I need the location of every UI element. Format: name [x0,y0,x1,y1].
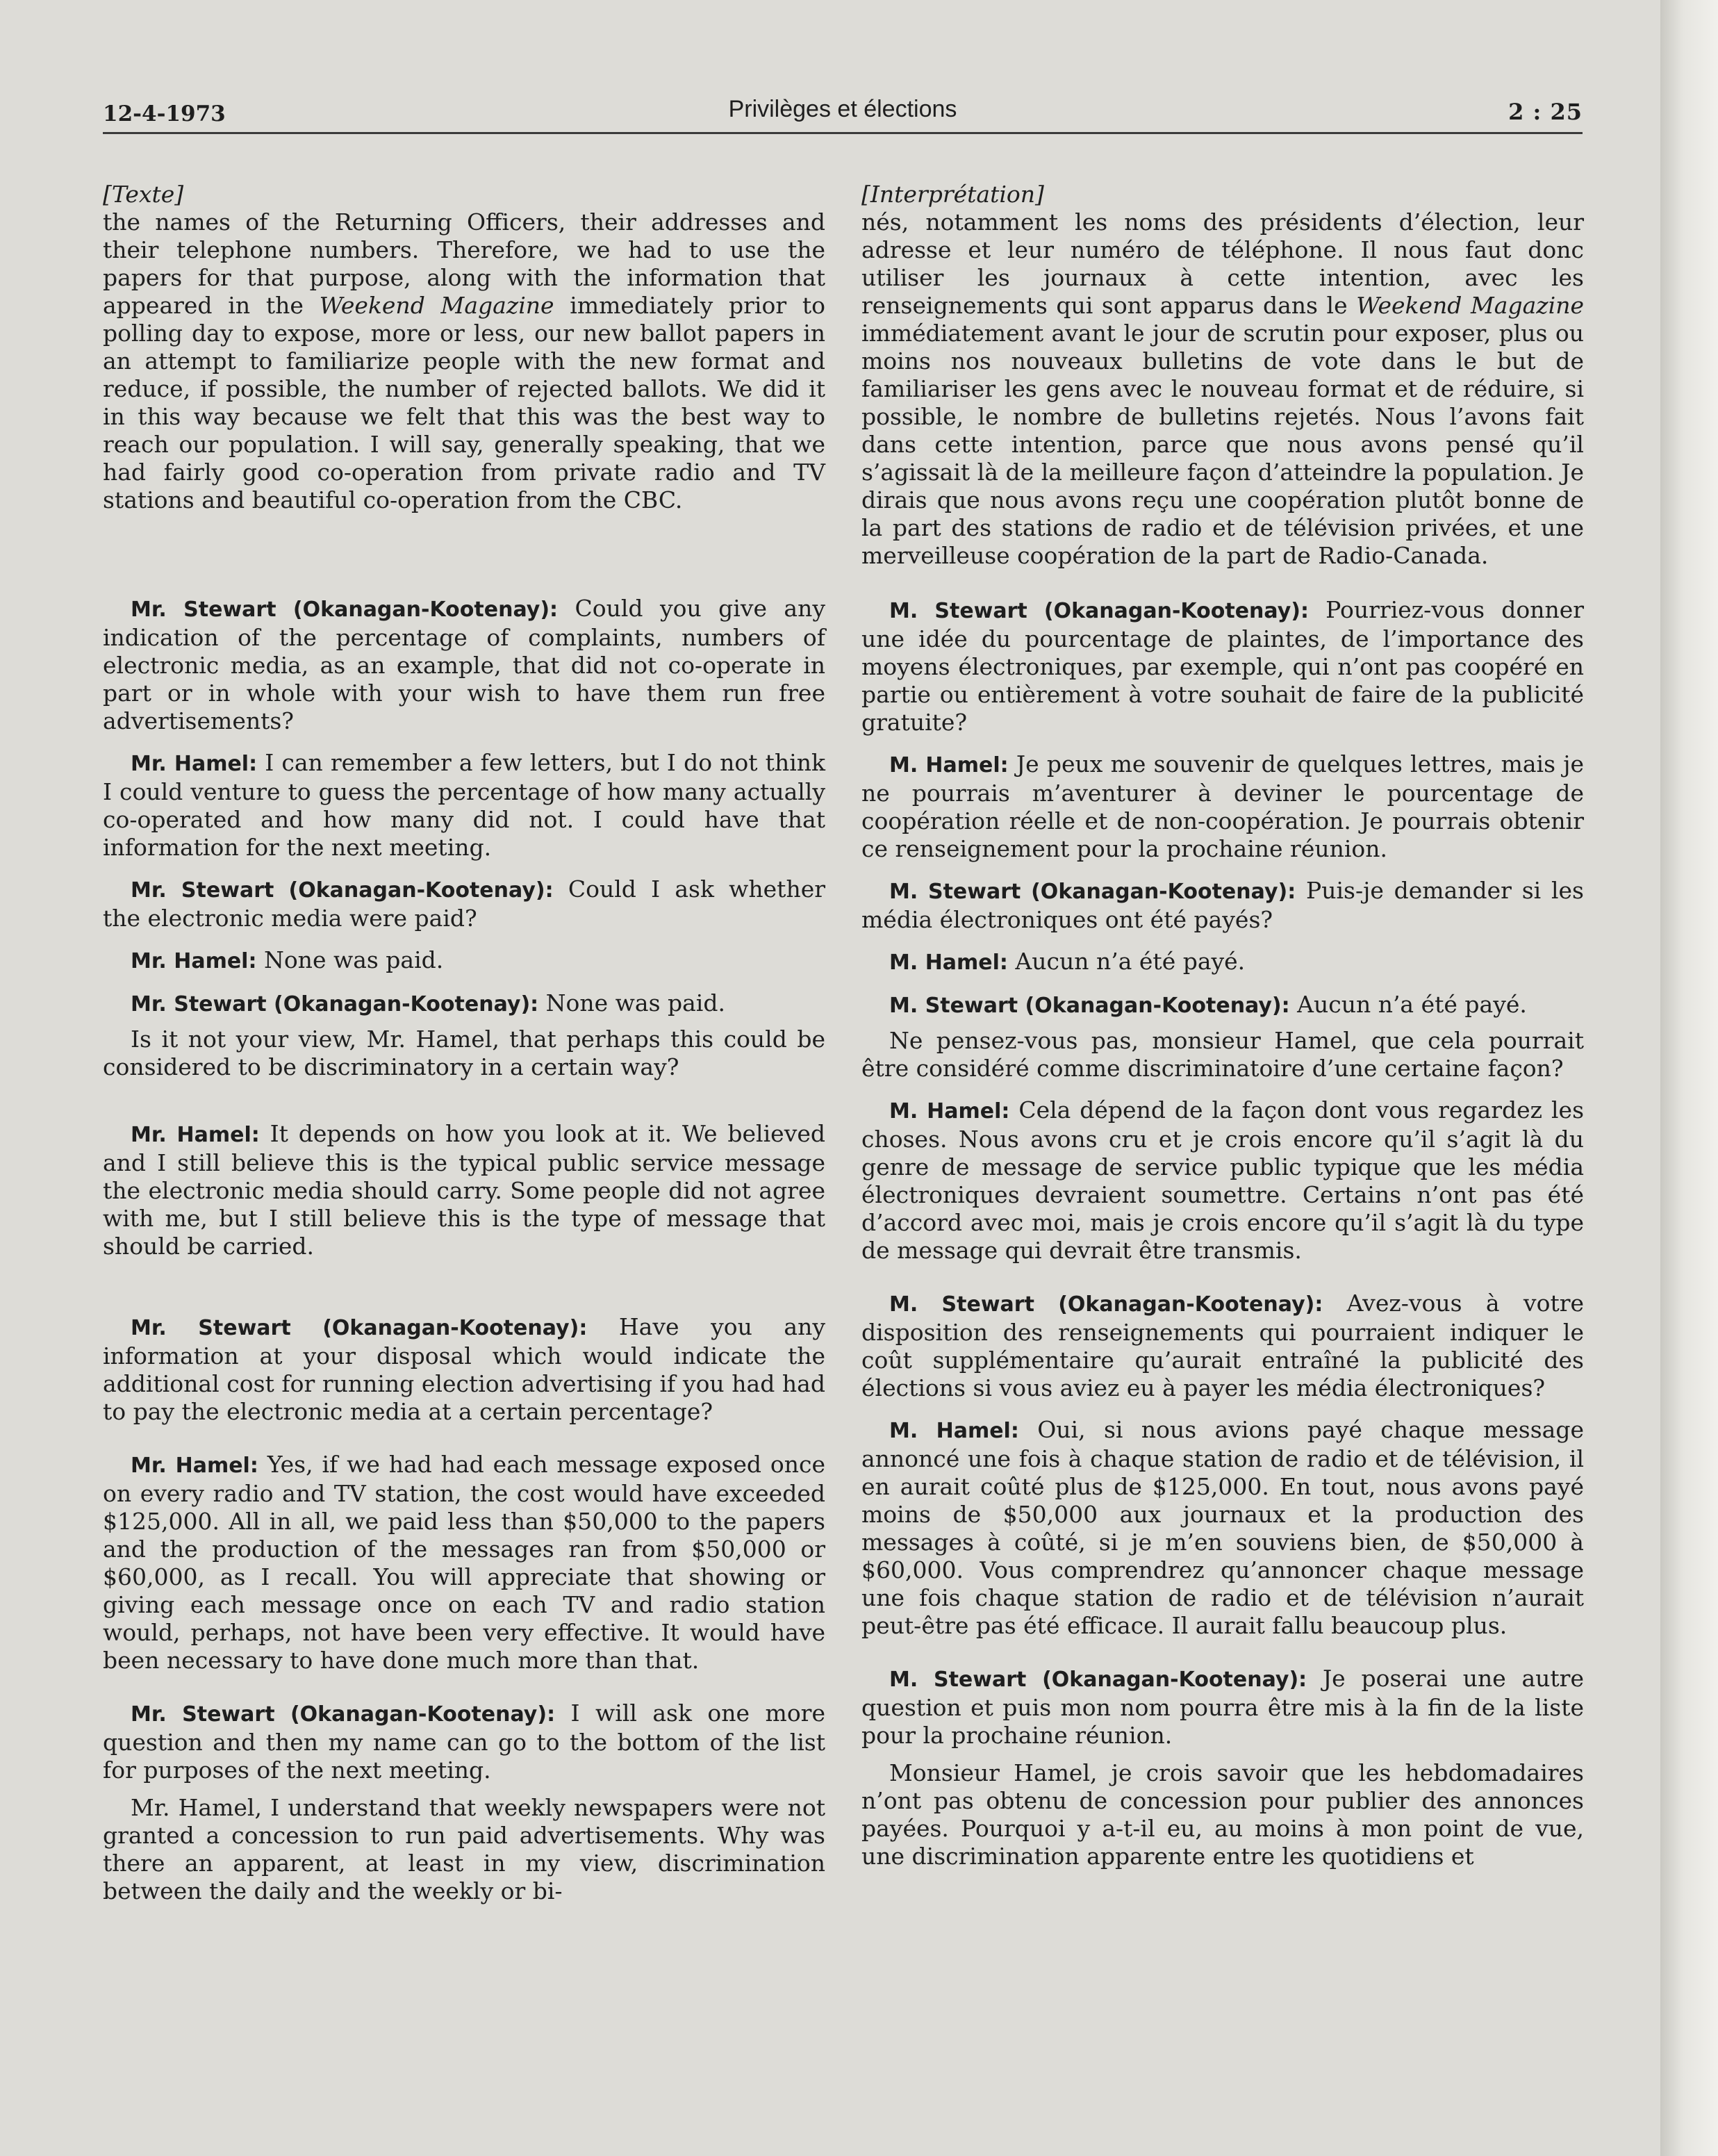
speech: M. Hamel: Cela dépend de la façon dont vous regardez les choses. Nous avons cru et je crois encore qu’il s’agit là du genre de message de service public typique que les média électroniques devraient soumettre. Certains n’ont pas été d’accord avec moi, mais je crois encore qu’il s’agit là du type de message qui devrait être transmis. [861,1096,1585,1264]
speaker: Mr. Stewart (Okanagan-Kootenay): [131,992,539,1017]
page-edge [1660,0,1718,2156]
speaker: M. Stewart (Okanagan-Kootenay): [889,994,1290,1018]
speech: Mr. Hamel: I can remember a few letters, but I do not think I could venture to guess the percentage of how many actually co-operated and how many did not. I could have that information for the next meeting. [103,749,825,861]
publication-title: Weekend Magazine [319,292,554,319]
speaker: Mr. Hamel: [131,1123,260,1147]
speaker: Mr. Hamel: [131,949,257,973]
speech: Mr. Stewart (Okanagan-Kootenay): None was paid. [131,989,725,1017]
speaker: M. Hamel: [889,1099,1010,1124]
speech: Mr. Hamel: Yes, if we had had each message exposed once on every radio and TV station, the cost would have exceeded $125,000. All in all, we paid less than $50,000 to the papers and the production of the messages ran from $50,000 or $60,000, as I recall. You will appreciate that showing or giving each message once on each TV and radio station would, perhaps, not have been very effective. It would have been necessary to have done much more than that. [103,1451,826,1674]
publication-title: Weekend Magazine [1356,292,1584,319]
speech: M. Hamel: Aucun n’a été payé. [889,948,1246,975]
speaker: Mr. Hamel: [131,1454,258,1478]
running-head [103,92,1583,133]
speech: Mr. Hamel: None was paid. [131,946,444,973]
header-title: Privilèges et élections [728,96,957,122]
speaker: Mr. Stewart (Okanagan-Kootenay): [131,1316,588,1340]
paragraph: Is it not your view, Mr. Hamel, that perhaps this could be considered to be discriminatory in a certain way? [103,1026,825,1080]
speech: Mr. Stewart (Okanagan-Kootenay): Have you any information at your disposal which would indicate the additional cost for running election advertising if you had had to pay the electronic media at a certain percentage? [103,1313,826,1425]
speaker: Mr. Stewart (Okanagan-Kootenay): [131,598,559,622]
section-marker: [Interprétation] [861,181,1044,208]
speech: M. Stewart (Okanagan-Kootenay): Avez-vous à votre disposition des renseignements qui pourraient indiquer le coût supplémentaire qu’aurait entraîné la publicité des élections si vous aviez eu à payer les média électroniques? [861,1290,1585,1401]
paragraph: Ne pensez-vous pas, monsieur Hamel, que cela pourrait être considéré comme discriminatoire d’une certaine façon? [861,1027,1584,1082]
speech: M. Hamel: Oui, si nous avions payé chaque message annoncé une fois à chaque station de radio et de télévision, il en aurait coûté plus de $125,000. En tout, nous avons payé moins de $50,000 aux journaux et la production des messages à coûté, si je m’en souviens bien, de $50,000 à $60,000. Vous comprendrez qu’annoncer chaque message une fois chaque station de radio et de télévision n’aurait peut-être pas été efficace. Il aurait fallu beaucoup plus. [861,1416,1584,1639]
speaker: M. Stewart (Okanagan-Kootenay): [889,1668,1307,1692]
speaker: M. Hamel: [889,1419,1019,1443]
speech: M. Stewart (Okanagan-Kootenay): Aucun n’a été payé. [889,991,1527,1018]
speech: Mr. Stewart (Okanagan-Kootenay): Could I ask whether the electronic media were paid? [103,875,826,932]
speaker: M. Stewart (Okanagan-Kootenay): [889,599,1309,623]
speech: M. Hamel: Je peux me souvenir de quelques lettres, mais je ne pourrais m’aventurer à deviner le pourcentage de coopération réelle et de non-coopération. Je pourrais obtenir ce renseignement pour la prochaine réunion. [861,750,1584,862]
speaker: M. Stewart (Okanagan-Kootenay): [889,880,1296,904]
speech: Mr. Hamel: It depends on how you look at it. We believed and I still believe this is the typical public service message the electronic media should carry. Some people did not agree with me, but I still believe this is the type of message that should be carried. [103,1120,825,1260]
speaker: Mr. Hamel: [131,752,258,776]
speaker: Mr. Stewart (Okanagan-Kootenay): [131,1702,556,1727]
speech: Mr. Stewart (Okanagan-Kootenay): Could you give any indication of the percentage of complaints, numbers of electronic media, as an example, that did not co-operate in part or in whole with your wish to have them run free advertisements? [103,595,826,734]
speech: M. Stewart (Okanagan-Kootenay): Puis-je demander si les média électroniques ont été payés? [861,877,1584,933]
column-french [861,181,1584,1870]
paragraph: the names of the Returning Officers, their addresses and their telephone numbers. Therefore, we had to use the papers for that purpose, along with the information that appeared in the Weekend Magazine immediately prior to polling day to expose, more or less, our new ballot papers in an attempt to familiarize people with the new format and reduce, if possible, the number of rejected ballots. We did it in this way because we felt that this was the best way to reach our population. I will say, generally speaking, that we had fairly good co-operation from private radio and TV stations and beautiful co-operation from the CBC. [103,208,825,513]
speech: Mr. Stewart (Okanagan-Kootenay): I will ask one more question and then my name can go to the bottom of the list for purposes of the next meeting. [103,1700,825,1784]
speaker: M. Hamel: [889,951,1008,975]
speaker: M. Stewart (Okanagan-Kootenay): [889,1292,1323,1317]
header-page-number: 2 : 25 [1508,99,1583,125]
header-date: 12-4-1973 [103,101,226,126]
speaker: Mr. Stewart (Okanagan-Kootenay): [131,878,554,903]
paragraph: Mr. Hamel, I understand that weekly newspapers were not granted a concession to run paid advertisements. Why was there an apparent, at least in my view, discrimination between the daily and the weekly or bi- [103,1794,825,1904]
header-rule [103,132,1583,134]
speech: M. Stewart (Okanagan-Kootenay): Pourriez-vous donner une idée du pourcentage de plaintes, de l’importance des moyens électroniques, par exemple, qui n’ont pas coopéré en partie ou entièrement à votre souhait de faire de la publicité gratuite? [861,596,1584,736]
paragraph: Monsieur Hamel, je crois savoir que les hebdomadaires n’ont pas obtenu de concession pour publier des annonces payées. Pourquoi y a-t-il eu, au moins à mon point de vue, une discrimination apparente entre les quotidiens et [861,1759,1584,1870]
paragraph: nés, notamment les noms des présidents d’élection, leur adresse et leur numéro de téléphone. Il nous faut donc utiliser les journaux à cette intention, avec les renseignements qui sont apparus dans le Weekend Magazine immédiatement avant le jour de scrutin pour exposer, plus ou moins nos nouveaux bulletins de vote dans le but de familiariser les gens avec le nouveau format et de réduire, si possible, le nombre de bulletins rejetés. Nous l’avons fait dans cette intention, parce que nous avons pensé qu’il s’agissait là de la meilleure façon d’atteindre la population. Je dirais que nous avons reçu une coopération plutôt bonne de la part des stations de radio et de télévision privées, et une merveilleuse coopération de la part de Radio-Canada. [861,208,1584,569]
column-english [103,181,825,1905]
section-marker: [Texte] [103,181,184,208]
speech: M. Stewart (Okanagan-Kootenay): Je poserai une autre question et puis mon nom pourra être mis à la fin de la liste pour la prochaine réunion. [861,1665,1584,1749]
speaker: M. Hamel: [889,753,1009,777]
